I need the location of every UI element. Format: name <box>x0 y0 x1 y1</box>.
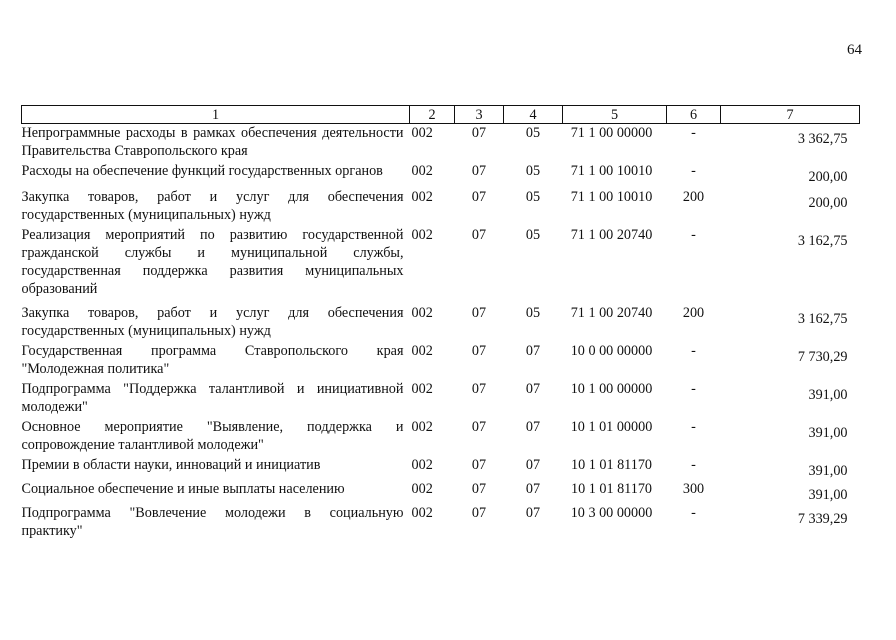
cell-amount <box>721 504 860 540</box>
cell-target-article: 71 1 00 20740 <box>570 305 653 321</box>
cell-ministry: 002 <box>411 305 433 321</box>
cell-section: 07 <box>471 189 487 205</box>
row-name: Подпрограмма "Поддержка талантливой и инициативной молодежи" <box>21 381 404 415</box>
cell-amount <box>721 342 860 380</box>
table-row <box>22 188 860 226</box>
cell-expense-type: - <box>691 419 696 435</box>
cell-target-article: 71 1 00 20740 <box>570 227 653 243</box>
amount-value: 200,00 <box>808 169 848 185</box>
cell-subsection: 07 <box>525 481 541 497</box>
cell-ministry: 002 <box>411 419 433 435</box>
cell-amount <box>721 162 860 188</box>
table-row <box>22 304 860 342</box>
cell-amount <box>721 456 860 480</box>
cell-expense-type: - <box>691 457 696 473</box>
cell-amount <box>721 418 860 456</box>
cell-target-article: 10 1 01 81170 <box>570 481 653 497</box>
cell-subsection: 07 <box>525 343 541 359</box>
row-name: Закупка товаров, работ и услуг для обеспечения государственных (муниципальных) нужд <box>21 189 404 223</box>
cell-expense-type: - <box>691 505 696 521</box>
cell-subsection: 05 <box>525 189 541 205</box>
cell-expense-type: - <box>691 227 696 243</box>
column-header: 6 <box>667 106 721 124</box>
cell-section: 07 <box>471 505 487 521</box>
column-header: 1 <box>22 106 410 124</box>
cell-section: 07 <box>471 163 487 179</box>
cell-ministry: 002 <box>411 481 433 497</box>
table-row <box>22 480 860 504</box>
cell-subsection: 05 <box>525 163 541 179</box>
cell-subsection: 05 <box>525 227 541 243</box>
cell-subsection: 05 <box>525 305 541 321</box>
cell-ministry: 002 <box>411 505 433 521</box>
cell-subsection: 07 <box>525 419 541 435</box>
cell-section: 07 <box>471 457 487 473</box>
row-name: Реализация мероприятий по развитию государственной гражданской службы и муниципальной службы, государственная поддержка развития муниципальных образований <box>21 227 404 297</box>
row-name: Закупка товаров, работ и услуг для обеспечения государственных (муниципальных) нужд <box>21 305 404 339</box>
cell-amount <box>721 124 860 163</box>
cell-subsection: 05 <box>525 125 541 141</box>
row-name: Непрограммные расходы в рамках обеспечения деятельности Правительства Ставропольского края <box>21 125 404 159</box>
cell-target-article: 10 3 00 00000 <box>570 505 653 521</box>
row-name: Основное мероприятие "Выявление, поддержка и сопровождение талантливой молодежи" <box>21 419 404 453</box>
column-header: 7 <box>721 106 860 124</box>
column-header: 4 <box>504 106 563 124</box>
cell-expense-type: - <box>691 163 696 179</box>
cell-section: 07 <box>471 305 487 321</box>
cell-amount <box>721 188 860 226</box>
column-header: 5 <box>563 106 667 124</box>
cell-expense-type: - <box>691 381 696 397</box>
amount-value: 7 339,29 <box>797 511 848 527</box>
amount-value: 7 730,29 <box>797 349 848 365</box>
column-header: 3 <box>455 106 504 124</box>
cell-amount <box>721 380 860 418</box>
cell-amount <box>721 226 860 304</box>
amount-value: 391,00 <box>808 425 848 441</box>
row-name: Социальное обеспечение и иные выплаты населению <box>21 481 345 497</box>
table-row <box>22 456 860 480</box>
page-number: 64 <box>847 42 862 58</box>
cell-target-article: 10 0 00 00000 <box>570 343 653 359</box>
cell-subsection: 07 <box>525 457 541 473</box>
cell-expense-type: 300 <box>682 481 705 497</box>
cell-ministry: 002 <box>411 343 433 359</box>
cell-expense-type: - <box>691 343 696 359</box>
cell-target-article: 71 1 00 00000 <box>570 125 653 141</box>
row-name: Премии в области науки, инноваций и инициатив <box>21 457 321 473</box>
row-name: Расходы на обеспечение функций государственных органов <box>21 163 383 179</box>
amount-value: 200,00 <box>808 195 848 211</box>
cell-expense-type: - <box>691 125 696 141</box>
cell-ministry: 002 <box>411 189 433 205</box>
row-name: Государственная программа Ставропольского края "Молодежная политика" <box>21 343 404 377</box>
cell-expense-type: 200 <box>682 305 705 321</box>
cell-section: 07 <box>471 481 487 497</box>
cell-target-article: 10 1 01 00000 <box>570 419 653 435</box>
cell-target-article: 10 1 00 00000 <box>570 381 653 397</box>
table-row <box>22 380 860 418</box>
table-row <box>22 418 860 456</box>
cell-ministry: 002 <box>411 457 433 473</box>
cell-subsection: 07 <box>525 505 541 521</box>
table-row <box>22 226 860 304</box>
cell-section: 07 <box>471 419 487 435</box>
cell-section: 07 <box>471 343 487 359</box>
cell-section: 07 <box>471 125 487 141</box>
amount-value: 3 362,75 <box>797 131 848 147</box>
table-row <box>22 342 860 380</box>
cell-ministry: 002 <box>411 163 433 179</box>
table-row <box>22 124 860 163</box>
row-name: Подпрограмма "Вовлечение молодежи в социальную практику" <box>21 505 404 539</box>
table-row <box>22 504 860 540</box>
cell-ministry: 002 <box>411 125 433 141</box>
amount-value: 391,00 <box>808 463 848 479</box>
table-row <box>22 162 860 188</box>
cell-ministry: 002 <box>411 381 433 397</box>
amount-value: 391,00 <box>808 487 848 503</box>
column-header: 2 <box>410 106 455 124</box>
amount-value: 3 162,75 <box>797 233 848 249</box>
cell-expense-type: 200 <box>682 189 705 205</box>
cell-subsection: 07 <box>525 381 541 397</box>
cell-amount <box>721 304 860 342</box>
budget-table <box>21 105 860 540</box>
cell-target-article: 10 1 01 81170 <box>570 457 653 473</box>
cell-target-article: 71 1 00 10010 <box>570 163 653 179</box>
amount-value: 3 162,75 <box>797 311 848 327</box>
cell-target-article: 71 1 00 10010 <box>570 189 653 205</box>
cell-section: 07 <box>471 381 487 397</box>
cell-section: 07 <box>471 227 487 243</box>
amount-value: 391,00 <box>808 387 848 403</box>
cell-ministry: 002 <box>411 227 433 243</box>
table-header-row <box>22 106 860 124</box>
cell-amount <box>721 480 860 504</box>
